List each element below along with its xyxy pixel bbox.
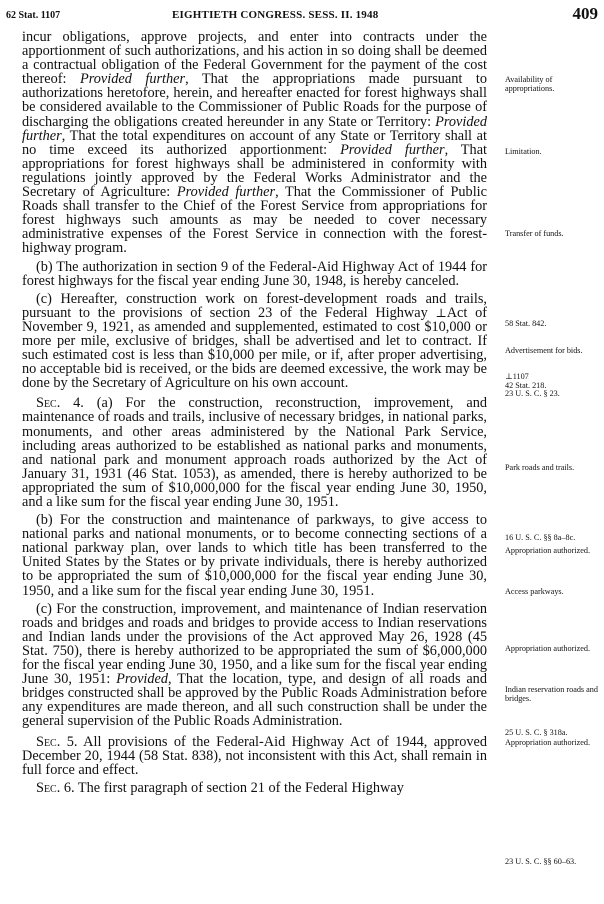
margin-note-usc-23-60: 23 U. S. C. §§ 60–63. — [505, 857, 577, 866]
margin-note-appropriation-1: Appropriation authorized. — [505, 546, 591, 555]
margin-note-park-roads: Park roads and trails. — [505, 463, 575, 472]
margin-note-limitation: Limitation. — [505, 147, 542, 156]
margin-ref-1107: ⊥1107 — [505, 372, 529, 381]
margin-note-usc-25: 25 U. S. C. § 318a. — [505, 728, 568, 737]
margin-note-references — [505, 373, 601, 399]
paragraph-forest-highways: incur obligations, approve projects, and enter into contracts under the apportionment of such authorizations, and his action in so doing shall be deemed a contractual obligation of the Federal Government for the payment of the cost thereof: Provided further, That the appropriations made pursuant to authorizations heretofore, herein, and hereafter enacted for forest highways shall be considered available to the Commissioner of Public Roads for the purpose of discharging the obligations created hereunder in any State or Territory: Provided further, That the total expenditures on account of any State or Territory shall at no time exceed its authorized apportionment: Provided further, That appropriations for forest highways shall be administered in conformity with regulations jointly approved by the Federal Works Administrator and the Secretary of Agriculture: Provided further, That the Commissioner of Public Roads shall transfer to the Chief of the Forest Service from appropriations for forest highways such amounts as may be needed to cover necessary administrative expenses of the Forest Service in connection with the forest-highway program. — [22, 29, 488, 257]
margin-note-usc-16: 16 U. S. C. §§ 8a–8c. — [505, 533, 576, 542]
margin-ref-stat-218: 42 Stat. 218. — [505, 380, 547, 390]
section-4-b: (b) For the construction and maintenance of parkways, to give access to national parks and national monuments, or to become connecting sections of a national parkway plan, over lands to which title has been transferred to the United States by the States or by private individuals, there is hereby authorized to be appropriated the sum of $10,000,000 for the fiscal year ending June 30, 1950, and a like sum for the fiscal year ending June 30, 1951. — [22, 512, 487, 599]
section-5: Sec. 5. All provisions of the Federal-Aid Highway Act of 1944, approved December 20, 1944 (58 Stat. 838), not inconsistent with this Act, shall remain in full force and effect. — [22, 733, 487, 778]
margin-note-advertisement: Advertisement for bids. — [505, 346, 583, 355]
running-head: EIGHTIETH CONGRESS. SESS. II. 1948 — [172, 9, 379, 21]
statute-citation: 62 Stat. 1107 — [6, 10, 61, 21]
paragraph-b-cancel: (b) The authorization in section 9 of the Federal-Aid Highway Act of 1944 for forest highways for the fiscal year ending June 30, 1948, is hereby canceled. — [22, 258, 487, 289]
paragraph-c-construction: (c) Hereafter, construction work on forest-development roads and trails, pursuant to the provisions of section 23 of the Federal Highway ⊥Act of November 9, 1921, as amended and supplemented, estimated to cost $10,000 or more per mile, exclusive of bridges, shall be advertised and let to contract. If such estimated cost is less than $10,000 per mile, or if, after proper advertising, no acceptable bid is received, or the bids are deemed excessive, the work may be done by the Secretary of Agriculture on his own account. — [22, 290, 487, 392]
section-4-a: Sec. 4. (a) For the construction, reconstruction, improvement, and maintenance of roads and trails, inclusive of necessary bridges, in national parks, monuments, and other areas administered by the National Park Service, including areas authorized to be established as national parks and monuments, and national park and monument approach roads authorized by the Act of January 31, 1931 (46 Stat. 1053), as amended, there is hereby authorized to be appropriated the sum of $10,000,000 for the fiscal year ending June 30, 1950, and a like sum for the fiscal year ending June 30, 1951. — [22, 395, 487, 510]
margin-note-availability: Availability of appropriations. — [505, 75, 555, 94]
margin-ref-usc-23: 23 U. S. C. § 23. — [505, 389, 560, 399]
margin-note-appropriation-3: Appropriation authorized. — [505, 738, 591, 747]
section-label: Sec. 5. — [36, 733, 78, 750]
margin-note-indian-reservation: Indian reservation roads and bridges. — [505, 685, 598, 704]
statute-text — [22, 30, 487, 799]
margin-note-appropriation-2: Appropriation authorized. — [505, 644, 591, 653]
section-4-c: (c) For the construction, improvement, and maintenance of Indian reservation roads and bridges and roads and bridges to provide access to Indian reservations and Indian lands under the provisions of the Act approved May 26, 1928 (45 Stat. 750), there is hereby authorized to be appropriated the sum of $6,000,000 for the fiscal year ending June 30, 1950, and a like sum for the fiscal year ending June 30, 1951: Provided, That the location, type, and design of all roads and bridges constructed shall be approved by the Public Roads Administration before any expenditures are made thereon, and all such construction shall be under the general supervision of the Public Roads Administration. — [22, 600, 487, 730]
section-label: Sec. 4. — [36, 395, 84, 412]
margin-note-stat-842: 58 Stat. 842. — [505, 319, 547, 328]
margin-note-access-parkways: Access parkways. — [505, 587, 564, 596]
page-header — [6, 4, 598, 26]
margin-note-transfer: Transfer of funds. — [505, 229, 564, 238]
section-6: Sec. 6. The first paragraph of section 21 of the Federal Highway — [36, 779, 404, 796]
section-label: Sec. 6. — [36, 779, 75, 796]
page-number: 409 — [572, 4, 598, 23]
page-break-symbol: ⊥ — [435, 305, 447, 320]
